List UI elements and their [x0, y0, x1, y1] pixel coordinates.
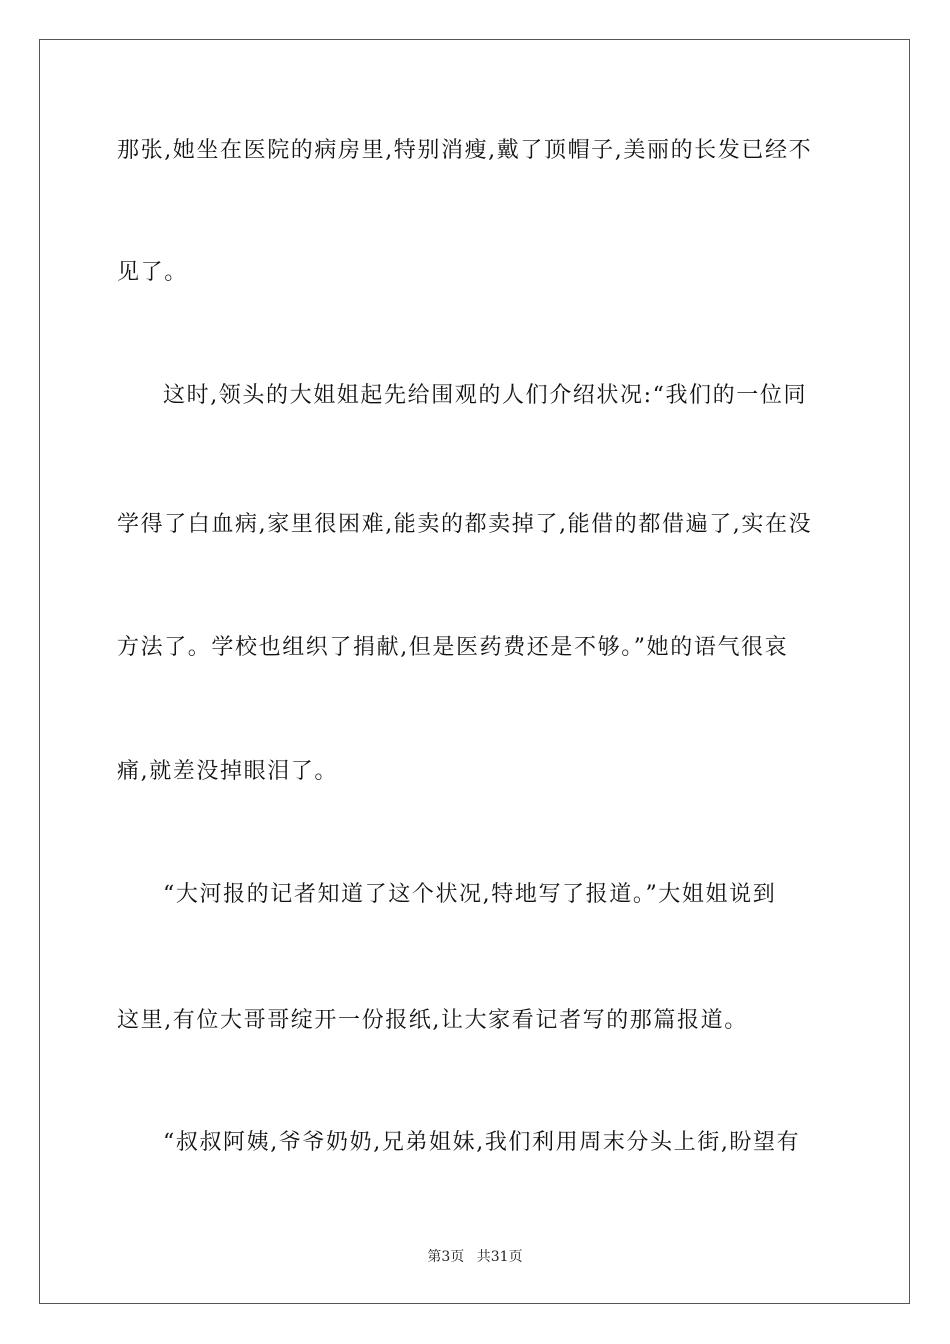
- paragraph-first-line: “大河报的记者知道了这个状况,特地写了报道。”大姐姐说到: [163, 882, 777, 907]
- text-line: 这里,有位大哥哥绽开一份报纸,让大家看记者写的那篇报道。: [117, 1008, 748, 1033]
- page-number: 第3页: [427, 1249, 465, 1265]
- paragraph-first-line: “叔叔阿姨,爷爷奶奶,兄弟姐妹,我们利用周末分头上街,盼望有: [163, 1130, 801, 1155]
- page-footer: [0, 1248, 950, 1266]
- text-line: 那张,她坐在医院的病房里,特别消瘦,戴了顶帽子,美丽的长发已经不: [117, 138, 813, 163]
- text-line: 见了。: [117, 260, 188, 285]
- text-line: 方法了。学校也组织了捐献,但是医药费还是不够。”她的语气很哀: [117, 635, 789, 660]
- paragraph-first-line: 这时,领头的大姐姐起先给围观的人们介绍状况:“我们的一位同: [163, 383, 808, 408]
- page-border: [39, 39, 910, 1304]
- page-total: 共31页: [476, 1249, 523, 1265]
- text-line: 痛,就差没掉眼泪了。: [117, 759, 338, 784]
- text-line: 学得了白血病,家里很困难,能卖的都卖掉了,能借的都借遍了,实在没: [117, 512, 813, 537]
